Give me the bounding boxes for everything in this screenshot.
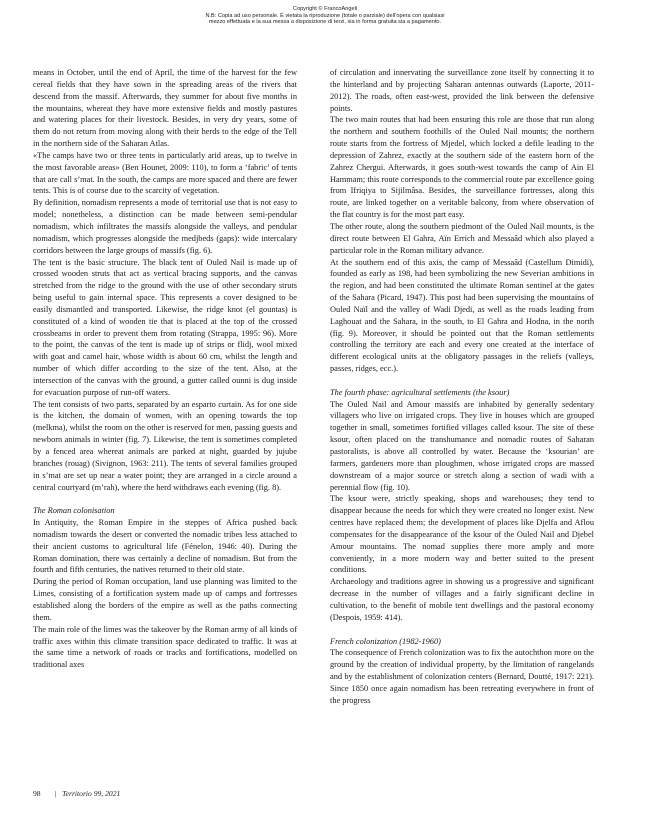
paragraph: During the period of Roman occupation, land use planning was limited to the Limes, consisting of a fortification system made up of camps and fortresses established along the borders of the empire as well as the paths connecting them.	[33, 577, 297, 622]
paragraph: The Ouled Nail and Amour massifs are inhabited by generally sedentary villagers who live on irrigated crops. They live in houses which are grouped together in small, sometimes fortified villages called ksour. The site of these ksour, often placed on the transhumance and nomadic routes of Saharan pastoralists, is above all controlled by water. Because the ‘ksourian’ are farmers, gardeners more than ploughmen, whose irrigated crops are massed downstream of a major source or stretch along a section of wadi with a perennial flow (fig. 10).	[330, 399, 594, 492]
footer-separator: |	[54, 789, 57, 798]
paragraph: The ksour were, strictly speaking, shops and warehouses; they tend to disappear because the needs for which they were created no longer exist. New centres have replaced them; the development of places like Djelfa and Aflou compensates for the disappearance of the ksour of the Ouled Nail and Djebel Amour mountains. The nomad supplies there more amply and more conveniently, in a more modern way and better suited to the present conditions.	[330, 494, 594, 575]
page-footer	[33, 789, 120, 798]
paragraph: By definition, nomadism represents a mode of territorial use that is not easy to model; nonetheless, a distinction can be made between semi-pendular nomadism, which infiltrates the massifs alongside the valleys, and pendular nomadism, which progresses alongside the medjbeds (gaps): wide intercalary corridors between the large groups of massifs (fig. 6).	[33, 198, 297, 255]
paragraph: The other route, along the southern piedmont of the Ouled Nail mounts, is the direct route between El Gahra, Aïn Errich and Messaâd which also played a particular role in the Roman military advance.	[330, 221, 594, 255]
copyright-notice	[0, 6, 650, 26]
paragraph: The main role of the limes was the takeover by the Roman army of all kinds of traffic axes within this climate transition space dedicated to traffic. It was at the same time a network of roads or tracks and fortifications, modelled on traditional axes	[33, 624, 297, 670]
copyright-line-2: N.B: Copia ad uso personale. È vietata la riproduzione (totale o parziale) dell’opera con qualsiasi	[205, 12, 445, 19]
section-heading: The Roman colonisation	[33, 506, 115, 516]
paragraph: The two main routes that had been ensuring this role are those that run along the northern and southern foothills of the Ouled Nail mounts; the northern route starts from the fortress of Mjedel, which locked a defile leading to the depression of Zahrez, exactly at the southern side of the eastern horn of the Zahrez Chergui. Afterwards, it goes south-west towards the camp of Ain El Hammam; this route corresponds to the commercial route par excellence going from Ifriqiya to Sijilmâsa. Besides, the surveillance fortresses, along this route, are linked together on a veritable balcony, from where observation of the flat country is for the most part easy.	[330, 115, 594, 220]
left-column	[33, 67, 297, 671]
right-column	[330, 67, 594, 707]
paragraph: means in October, until the end of April, the time of the harvest for the few cereal fields that they have sown in the spreading areas of the rivers that descend from the massif. Afterwards, they summer for about five months in the mountains, whereat they have more extensive fields and mostly pastures and watering places for their livestock. Besides, in very dry years, some of them do not return from moving along with their herds to the edge of the Tell in the northern side of the Saharan Atlas.	[33, 68, 297, 149]
paragraph: In Antiquity, the Roman Empire in the steppes of Africa pushed back nomadism towards the desert or converted the nomadic tribes less attached to their ancient customs to agricultural life (Fénelon, 1946: 40). During the Roman domination, there was certainly a decline of nomadism. But from the fourth and fifth centuries, the natives returned to their old state.	[33, 518, 297, 575]
copyright-line-3: mezzo effettuata e la sua messa a disposizione di terzi, sia in forma gratuita sia a pagamento.	[208, 19, 442, 26]
paragraph: At the southern end of this axis, the camp of Messaâd (Castellum Dimidi), founded as early as 198, had been symbolizing the new Severian ambitions in the region, and had been constituted the ultimate Roman sentinel at the gates of the Sahara (Picard, 1947). This post had been supervising the mountains of Ouled Naïl and the valley of Wadi Djedi, as well as the roads leading from Laghouat and the Sahara, in the south, to El Gahra and Hodna, in the north (fig. 9). Moreover, it should be pointed out that the Roman settlements controlling the territory are each and every one created at the interface of different ecological units at the obligatory passages in the reliefs (valleys, passes, ridges, ecc.).	[330, 257, 594, 374]
paragraph: of circulation and innervating the surveillance zone itself by connecting it to the hinterland and by projecting Saharan antennas outwards (Laporte, 2011-2012). The roads, often east-west, provided the link between the defensive points.	[330, 68, 594, 113]
section-heading: The fourth phase: agricultural settlements (the ksour)	[330, 387, 510, 397]
journal-name: Territorio 99, 2021	[62, 789, 121, 798]
paragraph: The tent is the basic structure. The black tent of Ouled Nail is made up of crossed wooden struts that act as vertical bracing supports, and the canvas stretched from the ridge to the ground with the use of other secondary struts being useful to gain internal space. This represents a cover designed to be easily dismantled and transported. Likewise, the ridge knot (el gountas) is constituted of a kind of wooden tie that is placed at the top of the crossed crossbeams in order to prevent them from rotating (Strappa, 1995: 96). More to the point, the canvas of the tent is made up of strips or flidj, wool mixed with goat and camel hair, whose width is about 60 cm, whilst the length and number of which differ according to the size of the tent. Also, at the intersection of the canvas with the ground, a gutter called ounni is dug inside for evacuation purpose of run-off waters.	[33, 257, 297, 397]
paragraph: Archaeology and traditions agree in showing us a progressive and significant decrease in the number of villages and a fairly significant decline in cultivation, to the benefit of mobile tent dwellings and the pastoral economy (Despois, 1959: 414).	[330, 577, 594, 622]
page-number: 98	[33, 789, 41, 798]
section-heading: French colonization (1982-1960)	[330, 636, 441, 646]
copyright-line-1: Copyright © FrancoAngeli	[292, 6, 358, 12]
paragraph: The tent consists of two parts, separated by an esparto curtain. As for one side is the kitchen, the domain of women, with an opening towards the top (melkma), whilst the room on the other is reserved for men, passing guests and newborn animals in winter (fig. 7). Likewise, the tent is sometimes completed by a fenced area whereat animals are parked at night, guarded by jujube branches (rouag) (Sivignon, 1963: 211). The tents of several families grouped in s’mat are set up near a water point; they are arranged in a circle around a central courtyard (m’rah), where the herd withdraws each evening (fig. 8).	[33, 399, 297, 492]
paragraph: The consequence of French colonization was to fix the autochthon more on the ground by the creation of individual property, by the limitation of rangelands and by the establishment of colonization centers (Bernard, Doutté, 1917: 221). Since 1850 once again nomadism has been retreating everywhere in front of the progress	[330, 648, 594, 705]
paragraph: «The camps have two or three tents in particularly arid areas, up to twelve in the most favorable areas» (Ben Hounet, 2009: 110), to form a ‘fabric’ of tents that are call s’mat. In the south, the camps are more spaced and there are fewer tents. This is of course due to the scarcity of vegetation.	[33, 150, 297, 196]
